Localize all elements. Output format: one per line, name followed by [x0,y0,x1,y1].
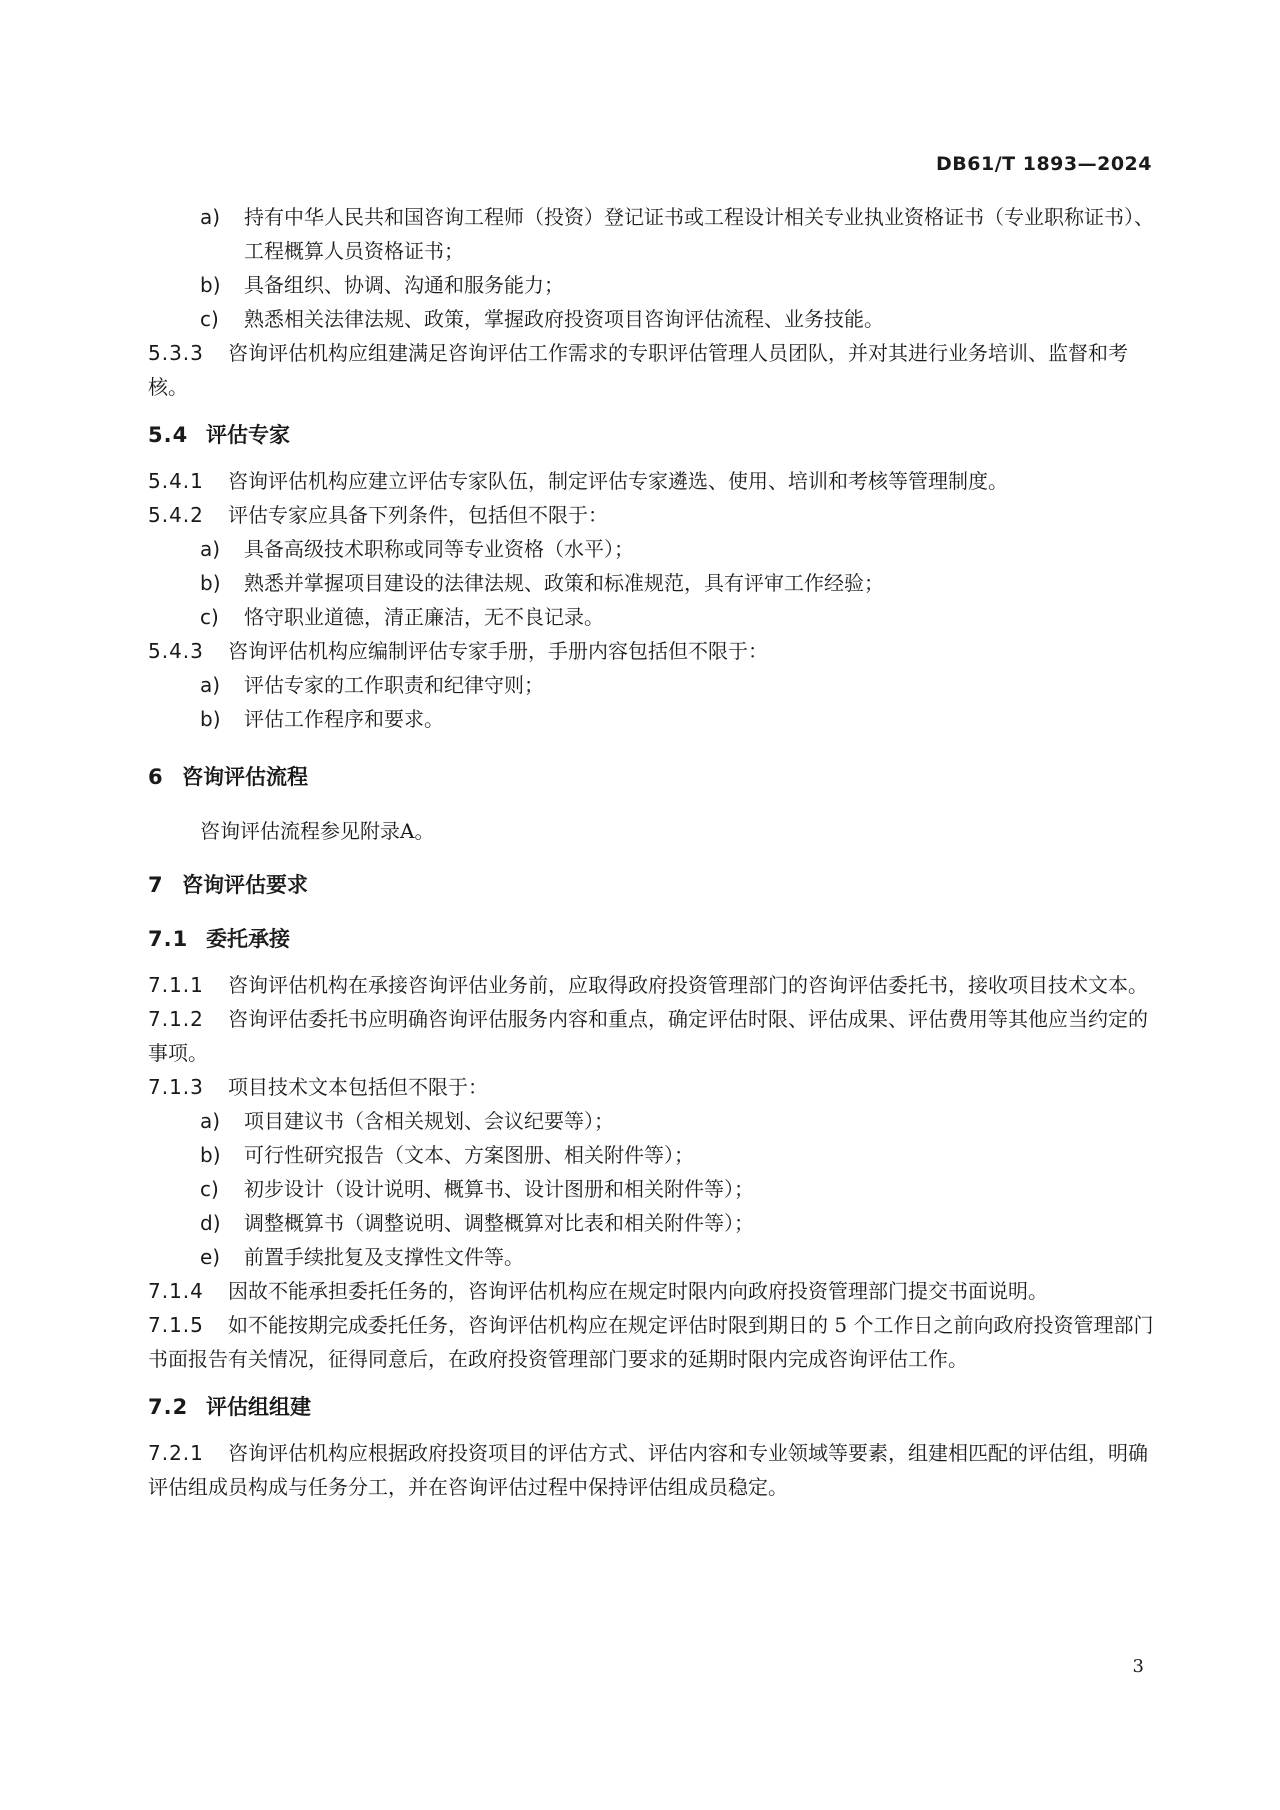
clause-number: 5.4.2 [148,503,204,527]
list-text: 熟悉并掌握项目建设的法律法规、政策和标准规范，具有评审工作经验； [244,571,884,595]
clause-7-1-5 [148,1308,1154,1376]
list-marker: a) [200,205,221,229]
heading-number: 7.1 [148,927,189,951]
clause-text: 如不能按期完成委托任务，咨询评估机构应在规定评估时限到期日的 5 个工作日之前向政府投资管理部门书面报告有关情况，征得同意后，在政府投资管理部门要求的延期时限内完成咨询评估工作。 [148,1313,1154,1371]
heading-number: 7 [148,873,163,897]
clause-number: 7.1.3 [148,1075,204,1099]
clause-text: 项目技术文本包括但不限于： [228,1075,488,1099]
list-marker: b) [200,707,221,731]
list-item [200,1172,1154,1206]
list-text: 项目建议书（含相关规划、会议纪要等）； [244,1109,614,1133]
section-heading-7-1 [148,922,1154,956]
list-text: 评估工作程序和要求。 [244,707,444,731]
list-marker: b) [200,273,221,297]
list-text: 评估专家的工作职责和纪律守则； [244,673,544,697]
heading-number: 6 [148,765,163,789]
chapter-heading-6 [148,760,1154,794]
list-text: 初步设计（设计说明、概算书、设计图册和相关附件等）； [244,1177,754,1201]
heading-title: 咨询评估要求 [182,873,308,897]
list-item [200,1206,1154,1240]
clause-7-1-2 [148,1002,1154,1070]
heading-title: 评估专家 [206,423,290,447]
list-item [200,268,1154,302]
list-marker: b) [200,1143,221,1167]
clause-7-1-4 [148,1274,1154,1308]
list-marker: c) [200,1177,219,1201]
list-item [200,668,1154,702]
list-marker: a) [200,673,221,697]
clause-5-4-1 [148,464,1154,498]
list-item [200,532,1154,566]
clause-text: 因故不能承担委托任务的，咨询评估机构应在规定时限内向政府投资管理部门提交书面说明。 [228,1279,1048,1303]
clause-number: 5.4.3 [148,639,204,663]
list-item [200,1104,1154,1138]
list-text: 恪守职业道德，清正廉洁，无不良记录。 [244,605,604,629]
list-text: 调整概算书（调整说明、调整概算对比表和相关附件等）； [244,1211,754,1235]
clause-5-4-3 [148,634,1154,668]
clause-text: 咨询评估机构应建立评估专家队伍，制定评估专家遴选、使用、培训和考核等管理制度。 [228,469,1008,493]
clause-number: 7.1.1 [148,973,204,997]
list-item [200,302,1154,336]
list-marker: a) [200,1109,221,1133]
list-marker: e) [200,1245,221,1269]
page-number: 3 [1132,1656,1144,1677]
clause-number: 5.4.1 [148,469,204,493]
list-item [200,1138,1154,1172]
list-marker: b) [200,571,221,595]
heading-title: 评估组组建 [206,1395,311,1419]
clause-text: 咨询评估机构在承接咨询评估业务前，应取得政府投资管理部门的咨询评估委托书，接收项目技术文本。 [228,973,1148,997]
heading-number: 7.2 [148,1395,189,1419]
list-marker: a) [200,537,221,561]
list-item [200,600,1154,634]
clause-number: 7.1.5 [148,1313,204,1337]
heading-number: 5.4 [148,423,189,447]
standard-code: DB61/T 1893—2024 [936,153,1152,175]
list-text: 具备组织、协调、沟通和服务能力； [244,273,564,297]
list-text: 具备高级技术职称或同等专业资格（水平）； [244,537,634,561]
clause-text: 咨询评估机构应编制评估专家手册，手册内容包括但不限于： [228,639,768,663]
document-body [148,200,1154,1504]
list-item [200,702,1154,736]
clause-number: 7.1.2 [148,1007,204,1031]
clause-text: 咨询评估委托书应明确咨询评估服务内容和重点，确定评估时限、评估成果、评估费用等其他应当约定的事项。 [148,1007,1148,1065]
section-heading-7-2 [148,1390,1154,1424]
list-marker: c) [200,307,219,331]
list-marker: c) [200,605,219,629]
heading-title: 咨询评估流程 [182,765,308,789]
clause-7-1-1 [148,968,1154,1002]
clause-number: 5.3.3 [148,341,204,365]
clause-7-1-3 [148,1070,1154,1104]
clause-number: 7.1.4 [148,1279,204,1303]
list-text: 前置手续批复及支撑性文件等。 [244,1245,524,1269]
clause-7-2-1 [148,1436,1154,1504]
chapter-heading-7 [148,868,1154,902]
heading-title: 委托承接 [206,927,290,951]
list-item [200,566,1154,600]
list-item [200,1240,1154,1274]
list-text: 持有中华人民共和国咨询工程师（投资）登记证书或工程设计相关专业执业资格证书（专业职称证书）、工程概算人员资格证书； [244,205,1154,263]
clause-number: 7.2.1 [148,1441,204,1465]
list-item [200,200,1154,268]
list-marker: d) [200,1211,221,1235]
paragraph: 咨询评估流程参见附录A。 [200,819,435,843]
list-text: 熟悉相关法律法规、政策，掌握政府投资项目咨询评估流程、业务技能。 [244,307,884,331]
clause-5-4-2 [148,498,1154,532]
section-heading-5-4 [148,418,1154,452]
clause-text: 评估专家应具备下列条件，包括但不限于： [228,503,608,527]
list-text: 可行性研究报告（文本、方案图册、相关附件等）； [244,1143,694,1167]
clause-text: 咨询评估机构应根据政府投资项目的评估方式、评估内容和专业领域等要素，组建相匹配的评估组，明确评估组成员构成与任务分工，并在咨询评估过程中保持评估组成员稳定。 [148,1441,1148,1499]
clause-text: 咨询评估机构应组建满足咨询评估工作需求的专职评估管理人员团队，并对其进行业务培训、监督和考核。 [148,341,1128,399]
clause-5-3-3 [148,336,1154,404]
